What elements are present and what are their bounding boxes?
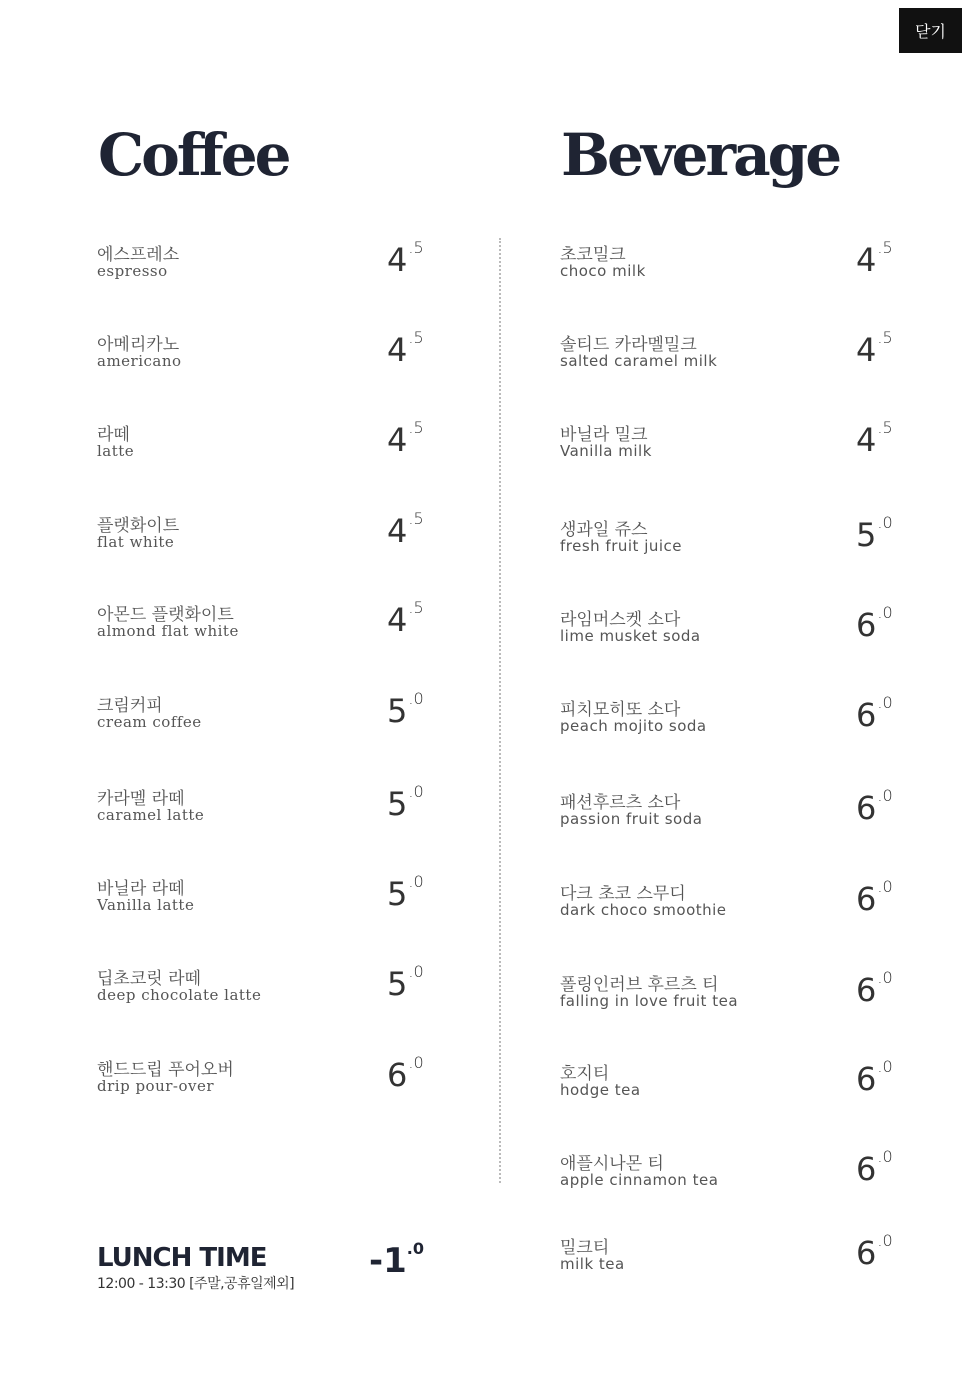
menu-item [560,420,900,476]
menu-item [97,784,437,840]
item-name-ko: 딥초코릿 라떼 [97,969,201,989]
item-name-ko: 핸드드립 푸어오버 [97,1060,234,1080]
item-name-en: salted caramel milk [560,352,718,370]
item-name-ko: 바닐라 밀크 [560,425,648,445]
item-name-ko: 크림커피 [97,696,163,716]
item-name-en: drip pour-over [97,1077,215,1095]
item-price: 6.0 [856,968,893,1009]
item-name-en: milk tea [560,1255,625,1273]
item-name-ko: 플랫화이트 [97,516,180,536]
item-price: 6.0 [856,1231,893,1272]
menu-item [560,1059,900,1115]
lunch-time-block [97,1239,437,1303]
item-name-ko: 에스프레소 [97,245,180,265]
item-price: 6.0 [856,603,893,644]
item-price: 4.5 [387,328,424,369]
item-price: 6.0 [856,693,893,734]
item-name-en: choco milk [560,262,646,280]
item-name-ko: 애플시나몬 티 [560,1154,664,1174]
item-name-en: lime musket soda [560,627,701,645]
item-name-en: caramel latte [97,806,205,824]
item-name-ko: 초코밀크 [560,245,626,265]
item-price: 4.5 [856,418,893,459]
menu-item [560,879,900,935]
item-price: 4.5 [387,509,424,550]
item-name-en: falling in love fruit tea [560,992,739,1010]
item-name-ko: 생과일 쥬스 [560,520,648,540]
item-name-ko: 라임머스켓 소다 [560,610,681,630]
item-price: 4.5 [387,598,424,639]
item-name-en: apple cinnamon tea [560,1171,719,1189]
menu-item [97,240,437,296]
menu-item [97,420,437,476]
close-button[interactable]: 닫기 [899,8,962,53]
item-name-en: almond flat white [97,622,239,640]
item-price: 6.0 [856,877,893,918]
item-name-en: deep chocolate latte [97,986,262,1004]
item-name-ko: 카라멜 라떼 [97,789,185,809]
lunch-discount: -1.0 [369,1239,424,1281]
menu-item [560,515,900,571]
menu-item [560,970,900,1026]
column-divider [499,238,501,1183]
item-price: 4.5 [387,238,424,279]
item-price: 5.0 [387,872,424,913]
menu-item [97,691,437,747]
item-name-ko: 밀크티 [560,1238,610,1258]
item-name-ko: 라떼 [97,425,130,445]
item-name-ko: 폴링인러브 후르츠 티 [560,975,719,995]
item-name-en: dark choco smoothie [560,901,727,919]
item-price: 4.5 [856,238,893,279]
menu-item [560,240,900,296]
item-name-en: flat white [97,533,175,551]
item-name-en: Vanilla latte [97,896,195,914]
item-price: 6.0 [856,786,893,827]
item-name-ko: 호지티 [560,1064,610,1084]
item-price: 5.0 [387,782,424,823]
item-name-ko: 패션후르츠 소다 [560,793,681,813]
menu-item [560,605,900,661]
item-name-ko: 바닐라 라떼 [97,879,185,899]
item-price: 6.0 [856,1147,893,1188]
menu-item [97,511,437,567]
item-name-en: latte [97,442,135,460]
item-name-en: espresso [97,262,168,280]
item-name-en: Vanilla milk [560,442,652,460]
item-price: 6.0 [387,1053,424,1094]
menu-item [560,1233,900,1289]
menu-item [97,1055,437,1111]
item-name-ko: 솔티드 카라멜밀크 [560,335,697,355]
coffee-section-title: Coffee [98,121,289,189]
item-name-ko: 아메리카노 [97,335,180,355]
menu-item [560,788,900,844]
item-price: 6.0 [856,1057,893,1098]
item-price: 4.5 [387,418,424,459]
lunch-time-hours: 12:00 - 13:30 [주말,공휴일제외] [97,1276,295,1292]
item-name-ko: 피치모히또 소다 [560,700,681,720]
item-name-en: hodge tea [560,1081,641,1099]
beverage-section-title: Beverage [561,121,840,189]
item-name-ko: 다크 초코 스무디 [560,884,686,904]
item-price: 5.0 [387,689,424,730]
item-name-en: peach mojito soda [560,717,707,735]
menu-item [97,874,437,930]
menu-item [97,964,437,1020]
item-name-en: passion fruit soda [560,810,703,828]
item-price: 4.5 [856,328,893,369]
item-name-en: fresh fruit juice [560,537,683,555]
item-name-en: cream coffee [97,713,202,731]
item-price: 5.0 [856,513,893,554]
item-price: 5.0 [387,962,424,1003]
item-name-ko: 아몬드 플랫화이트 [97,605,234,625]
menu-item [560,330,900,386]
lunch-time-title: LUNCH TIME [97,1243,267,1273]
item-name-en: americano [97,352,182,370]
menu-item [560,695,900,751]
menu-item [97,330,437,386]
menu-item [97,600,437,656]
menu-item [560,1149,900,1205]
